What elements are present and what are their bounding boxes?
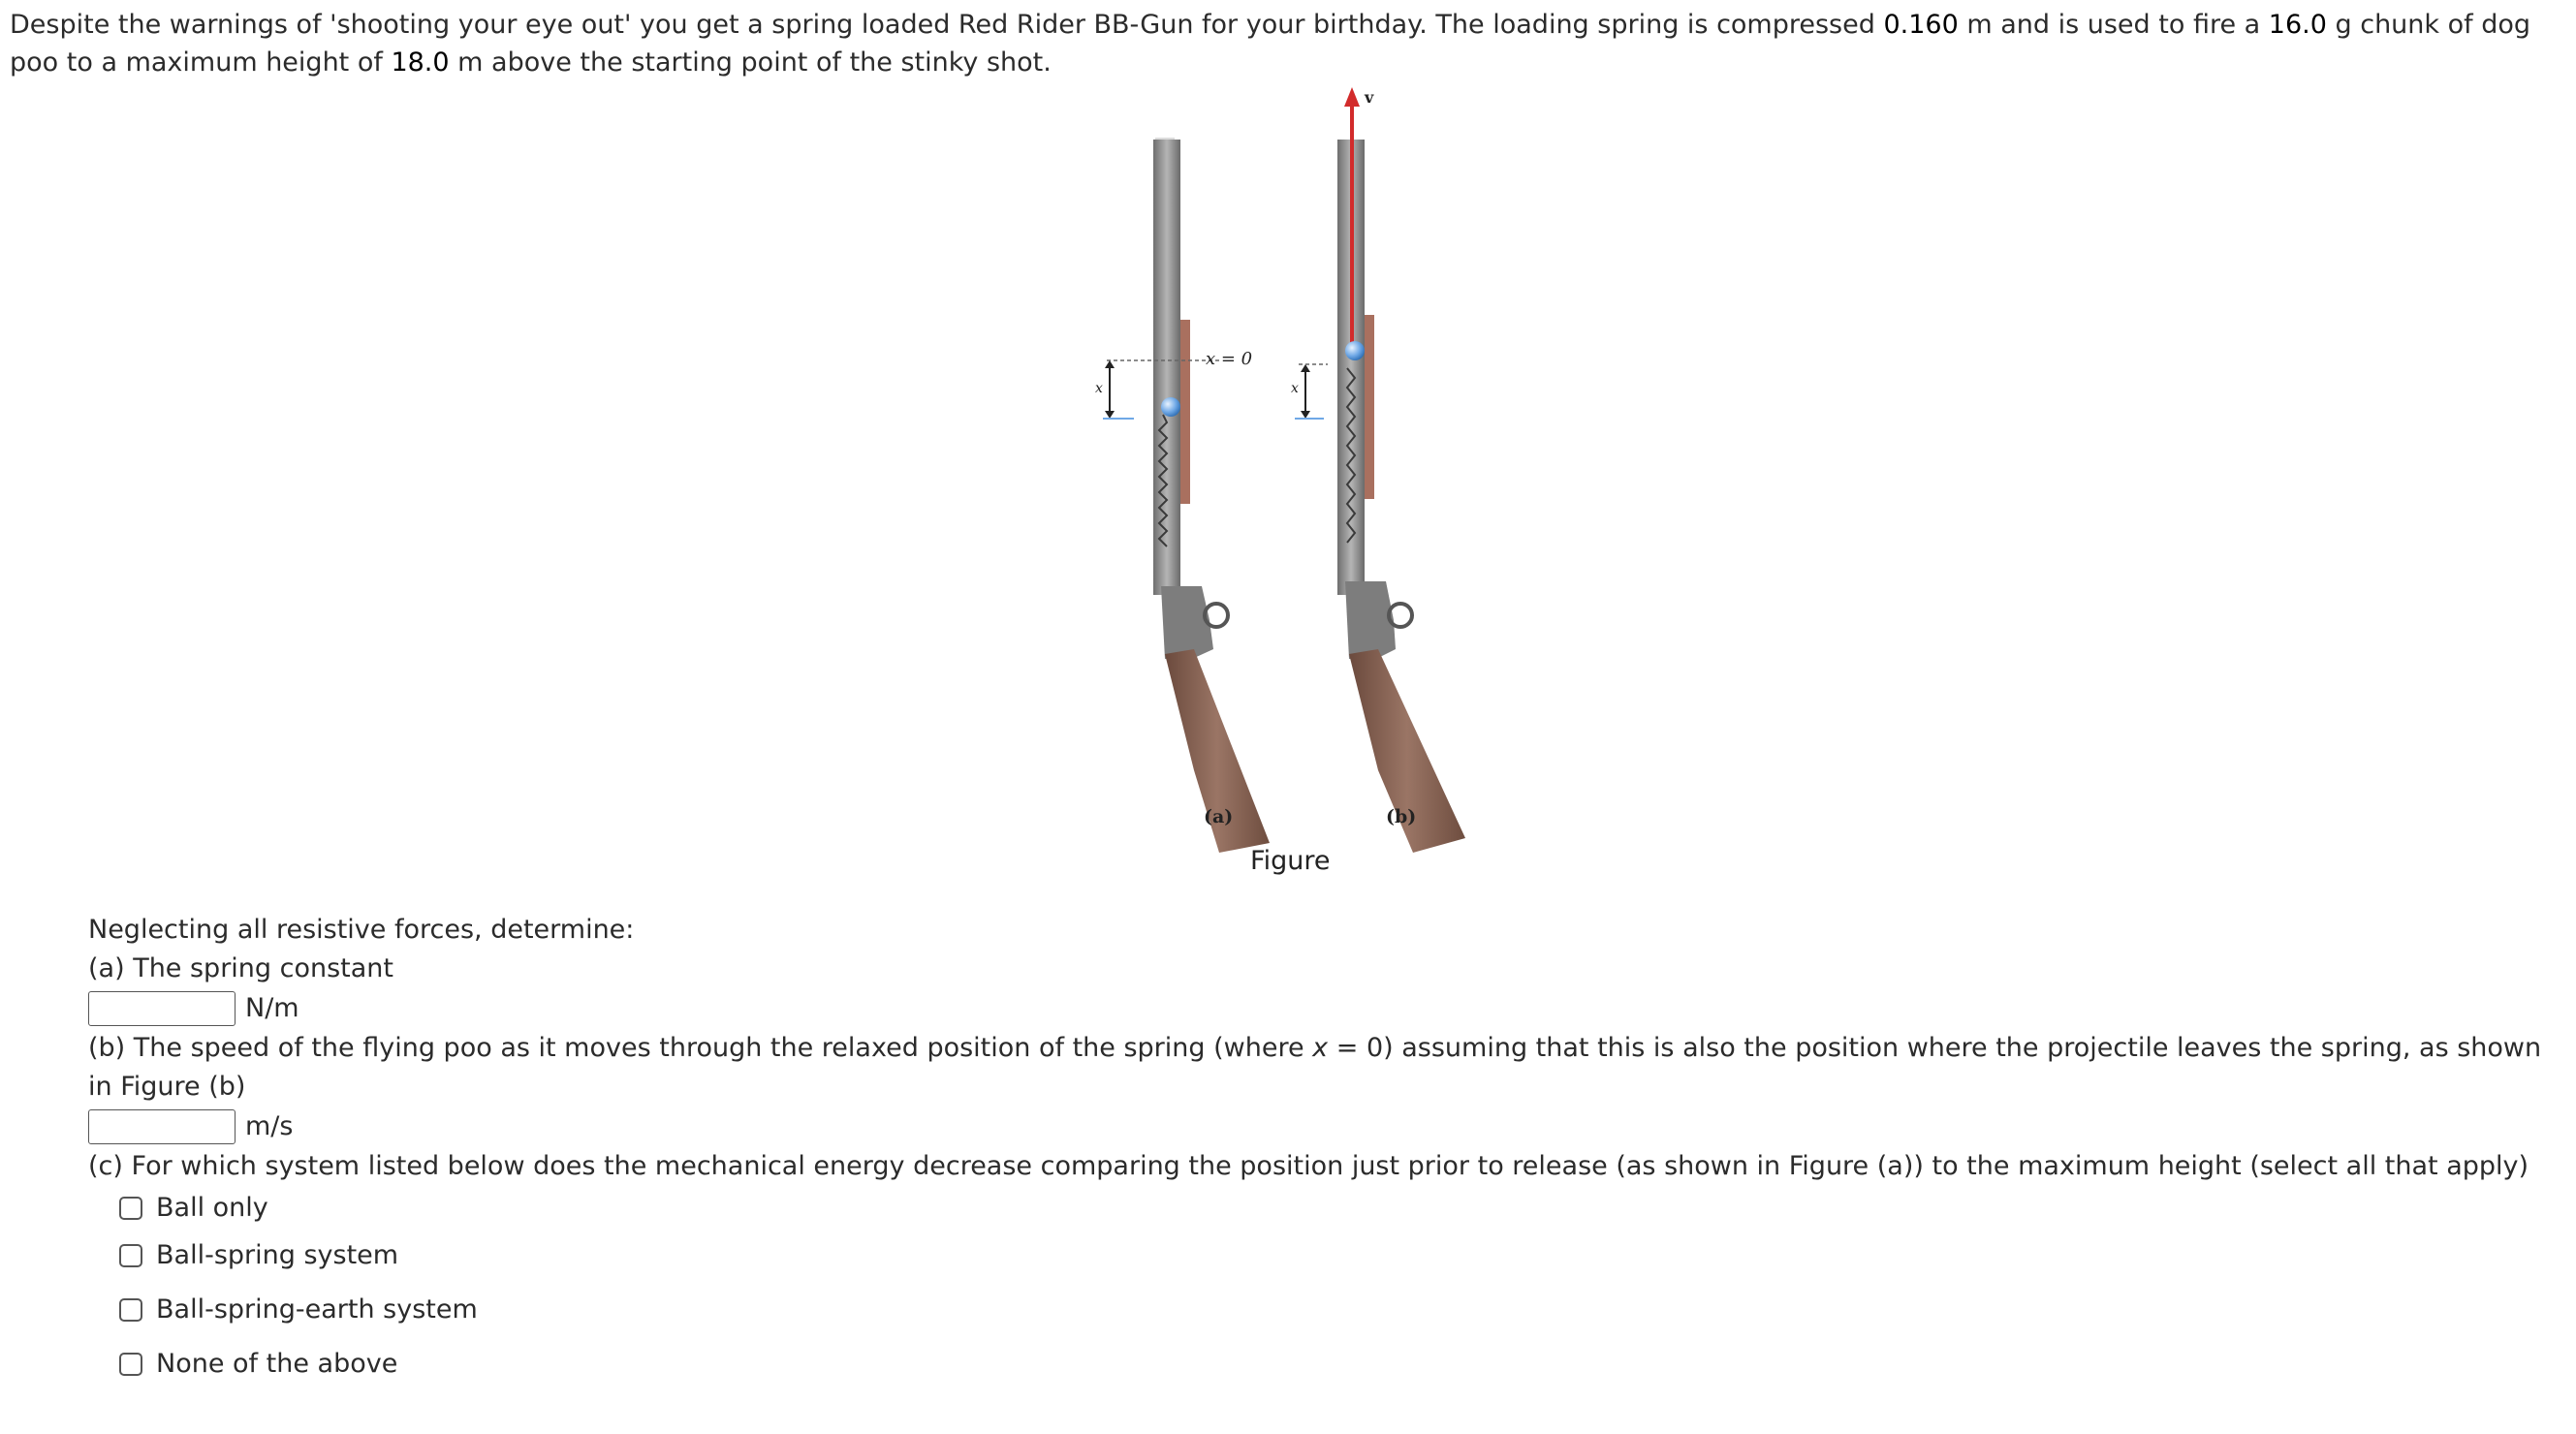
x-label-b: x	[1291, 381, 1299, 396]
option-ball-only[interactable]: Ball only	[119, 1188, 2550, 1229]
speed-input[interactable]	[88, 1109, 236, 1144]
x-zero-label: x = 0	[1206, 349, 1253, 369]
question-block	[88, 911, 2550, 1391]
part-a-label: (a) The spring constant	[88, 953, 394, 983]
figure-label-a: (a)	[1204, 806, 1234, 827]
height-value: 18.0	[391, 47, 450, 78]
unit-a: N/m	[245, 993, 299, 1023]
option-ball-spring-earth[interactable]: Ball-spring-earth system	[119, 1283, 2550, 1337]
option-ball-spring[interactable]: Ball-spring system	[119, 1229, 2550, 1283]
problem-statement: Despite the warnings of 'shooting your eye out' you get a spring loaded Red Rider BB-Gun for your birthday. The loading spring is compressed 0.160 m and is used to fire a 16.0 g chunk of dog poo to a maximum height of 18.0 m above the starting point of the stinky shot.	[10, 10, 2531, 78]
figure-caption: Figure	[1250, 846, 1331, 876]
part-c-options	[119, 1188, 2550, 1391]
checkbox-ball-only[interactable]	[119, 1197, 142, 1220]
bb-gun-illustration	[1095, 78, 1492, 891]
ball-a	[1161, 397, 1180, 417]
part-b-label: (b) The speed of the flying poo as it moves through the relaxed position of the spring (where x = 0) assuming that this is also the position where the projectile leaves the spring, as shown in Figure (b)	[88, 1033, 2542, 1102]
x-label-a: x	[1095, 381, 1103, 396]
unit-b: m/s	[245, 1111, 294, 1141]
barrel-a	[1153, 140, 1180, 595]
bb-gun-figure	[1095, 78, 1492, 891]
question-prompt: Neglecting all resistive forces, determine:	[88, 915, 635, 945]
checkbox-ball-spring-earth[interactable]	[119, 1298, 142, 1322]
compression-value: 0.160	[1883, 10, 1959, 40]
checkbox-ball-spring[interactable]	[119, 1244, 142, 1267]
ball-b	[1345, 341, 1365, 360]
part-b-answer-row	[88, 1107, 2550, 1147]
option-none[interactable]: None of the above	[119, 1337, 2550, 1391]
v-label: v	[1365, 88, 1374, 107]
gun-a	[1103, 138, 1270, 853]
spring-constant-input[interactable]	[88, 991, 236, 1026]
mass-value: 16.0	[2268, 10, 2327, 40]
part-a-answer-row	[88, 988, 2550, 1029]
figure-label-b: (b)	[1386, 806, 1417, 827]
checkbox-none[interactable]	[119, 1353, 142, 1376]
gun-b	[1295, 87, 1465, 853]
part-c-label: (c) For which system listed below does the mechanical energy decrease comparing the position just prior to release (as shown in Figure (a)) to the maximum height (select all that apply)	[88, 1151, 2529, 1181]
